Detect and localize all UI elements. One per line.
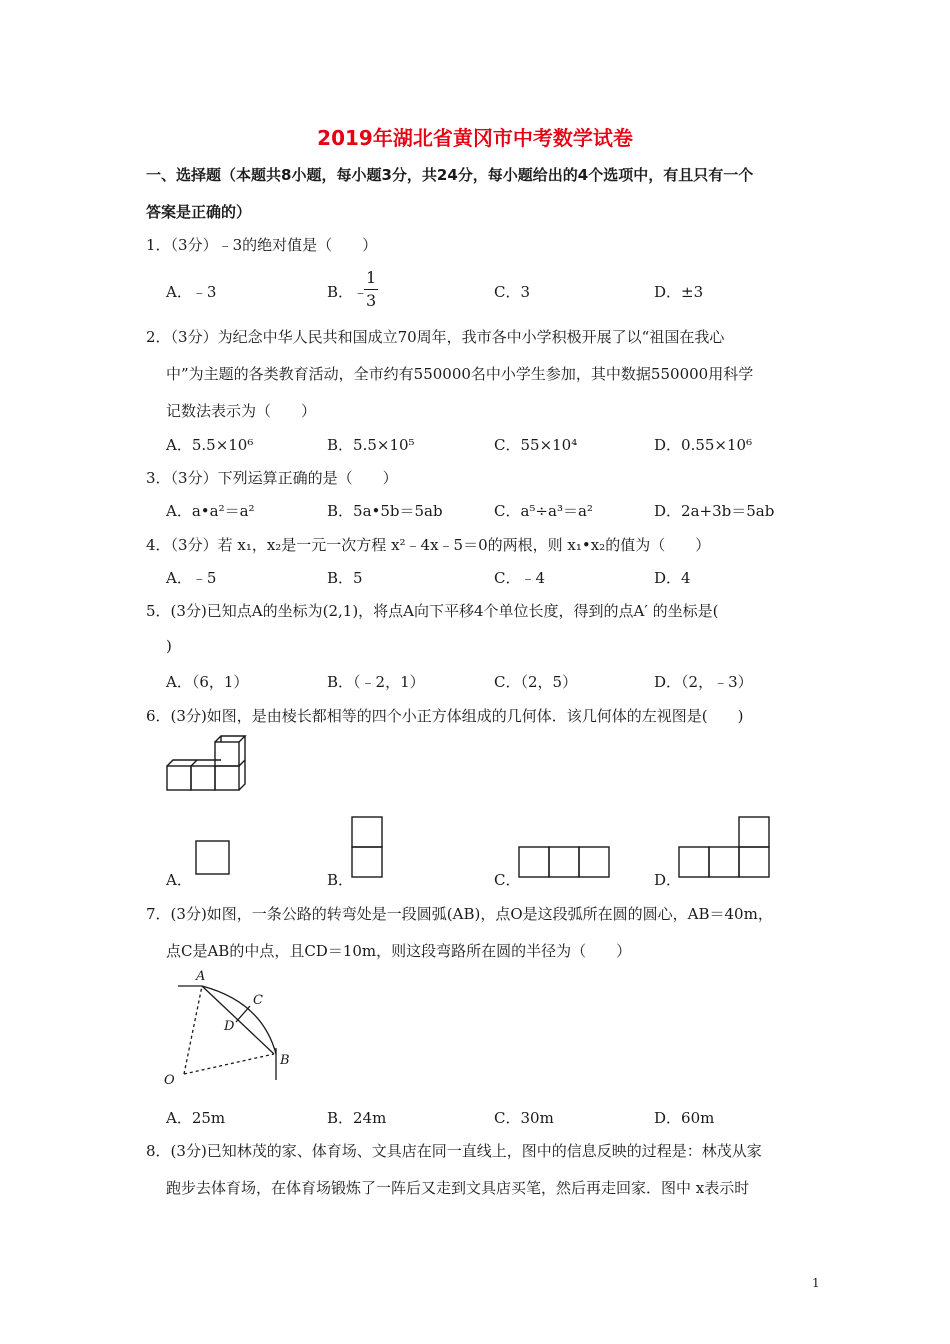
q7-label-d: D <box>224 1019 235 1034</box>
q4-option-a: A．﹣5 <box>166 569 217 587</box>
q6-solid-figure <box>164 733 250 793</box>
q5-option-b: B．（﹣2，1） <box>327 673 425 691</box>
q3-option-a: A．a•a²＝a² <box>166 502 255 520</box>
q5-line1: 5．(3分)已知点A的坐标为(2,1)，将点A向下平移4个单位长度，得到的点A′ 的坐标是( <box>146 602 719 620</box>
q7-line1: 7．(3分)如图，一条公路的转弯处是一段圆弧(AB)，点O是这段弧所在圆的圆心，AB＝40m， <box>146 905 773 923</box>
q6-option-d-figure <box>678 816 772 880</box>
q7-option-d: D．60m <box>654 1109 715 1127</box>
q6-option-b: B． <box>327 871 354 889</box>
q2-option-c: C．55×10⁴ <box>494 436 578 454</box>
q1-fraction-sign: ﹣ <box>353 283 369 301</box>
q4-line1: 4．（3分）若 x₁，x₂是一元一次方程 x²﹣4x﹣5＝0的两根，则 x₁•x₂的值为（ ） <box>146 536 711 554</box>
q7-option-b: B．24m <box>327 1109 387 1127</box>
q1-option-c: C．3 <box>494 283 531 301</box>
q7-label-o: O <box>164 1073 175 1088</box>
q2-option-d: D．0.55×10⁶ <box>654 436 753 454</box>
q2-option-a: A．5.5×10⁶ <box>166 436 254 454</box>
q8-line2: 跑步去体育场，在体育场锻炼了一阵后又走到文具店买笔，然后再走回家．图中 x表示时 <box>166 1179 750 1197</box>
q7-label-c: C <box>253 993 263 1008</box>
q2-line1: 2．（3分）为纪念中华人民共和国成立70周年，我市各中小学积极开展了以“祖国在我心 <box>146 328 725 346</box>
q6-option-d: D． <box>654 871 682 889</box>
q1-option-b: B． <box>327 283 354 301</box>
q6-option-c: C． <box>494 871 521 889</box>
q6-line1: 6．(3分)如图，是由棱长都相等的四个小正方体组成的几何体．该几何体的左视图是( ) <box>146 707 744 725</box>
q4-option-c: C．﹣4 <box>494 569 546 587</box>
q6-option-b-figure <box>351 816 385 880</box>
q5-option-c: C．（2，5） <box>494 673 578 691</box>
q6-option-a: A． <box>166 871 192 889</box>
q3-option-b: B．5a•5b＝5ab <box>327 502 443 520</box>
q4-option-d: D．4 <box>654 569 691 587</box>
q5-option-a: A．（6，1） <box>166 673 249 691</box>
q2-option-b: B．5.5×10⁵ <box>327 436 415 454</box>
q3-option-d: D．2a+3b＝5ab <box>654 502 775 520</box>
q7-line2: 点C是AB的中点，且CD＝10m，则这段弯路所在圆的半径为（ ） <box>166 942 632 960</box>
q7-label-b: B <box>280 1053 290 1068</box>
q3-line1: 3．（3分）下列运算正确的是（ ） <box>146 469 398 487</box>
q1-fraction-denominator: 3 <box>366 291 377 310</box>
page-title: 2019年湖北省黄冈市中考数学试卷 <box>317 126 633 150</box>
q1-fraction-numerator: 1 <box>366 268 377 287</box>
section-heading-line1: 一、选择题（本题共8小题，每小题3分，共24分，每小题给出的4个选项中，有且只有一个 <box>146 166 754 184</box>
q7-option-c: C．30m <box>494 1109 554 1127</box>
q7-option-a: A．25m <box>166 1109 226 1127</box>
q1-fraction-bar <box>364 289 378 290</box>
q5-option-d: D．（2，﹣3） <box>654 673 753 691</box>
q3-option-c: C．a⁵÷a³＝a² <box>494 502 593 520</box>
q6-option-a-figure <box>195 840 231 876</box>
page-number: 1 <box>812 1276 820 1290</box>
q5-line2: ) <box>166 637 172 655</box>
q7-label-a: A <box>196 969 206 984</box>
q2-line3: 记数法表示为（ ） <box>166 402 317 420</box>
q1-option-d: D．±3 <box>654 283 704 301</box>
q6-option-c-figure <box>518 846 612 880</box>
q1-option-a: A．﹣3 <box>166 283 217 301</box>
q2-line2: 中”为主题的各类教育活动，全市约有550000名中小学生参加，其中数据550000用科学 <box>166 365 754 383</box>
q7-arc-figure <box>160 968 300 1092</box>
section-heading-line2: 答案是正确的） <box>146 203 252 221</box>
q4-option-b: B．5 <box>327 569 363 587</box>
q1-line1: 1．（3分）﹣3的绝对值是（ ） <box>146 236 378 254</box>
q8-line1: 8．(3分)已知林茂的家、体育场、文具店在同一直线上，图中的信息反映的过程是：林茂从家 <box>146 1142 762 1160</box>
